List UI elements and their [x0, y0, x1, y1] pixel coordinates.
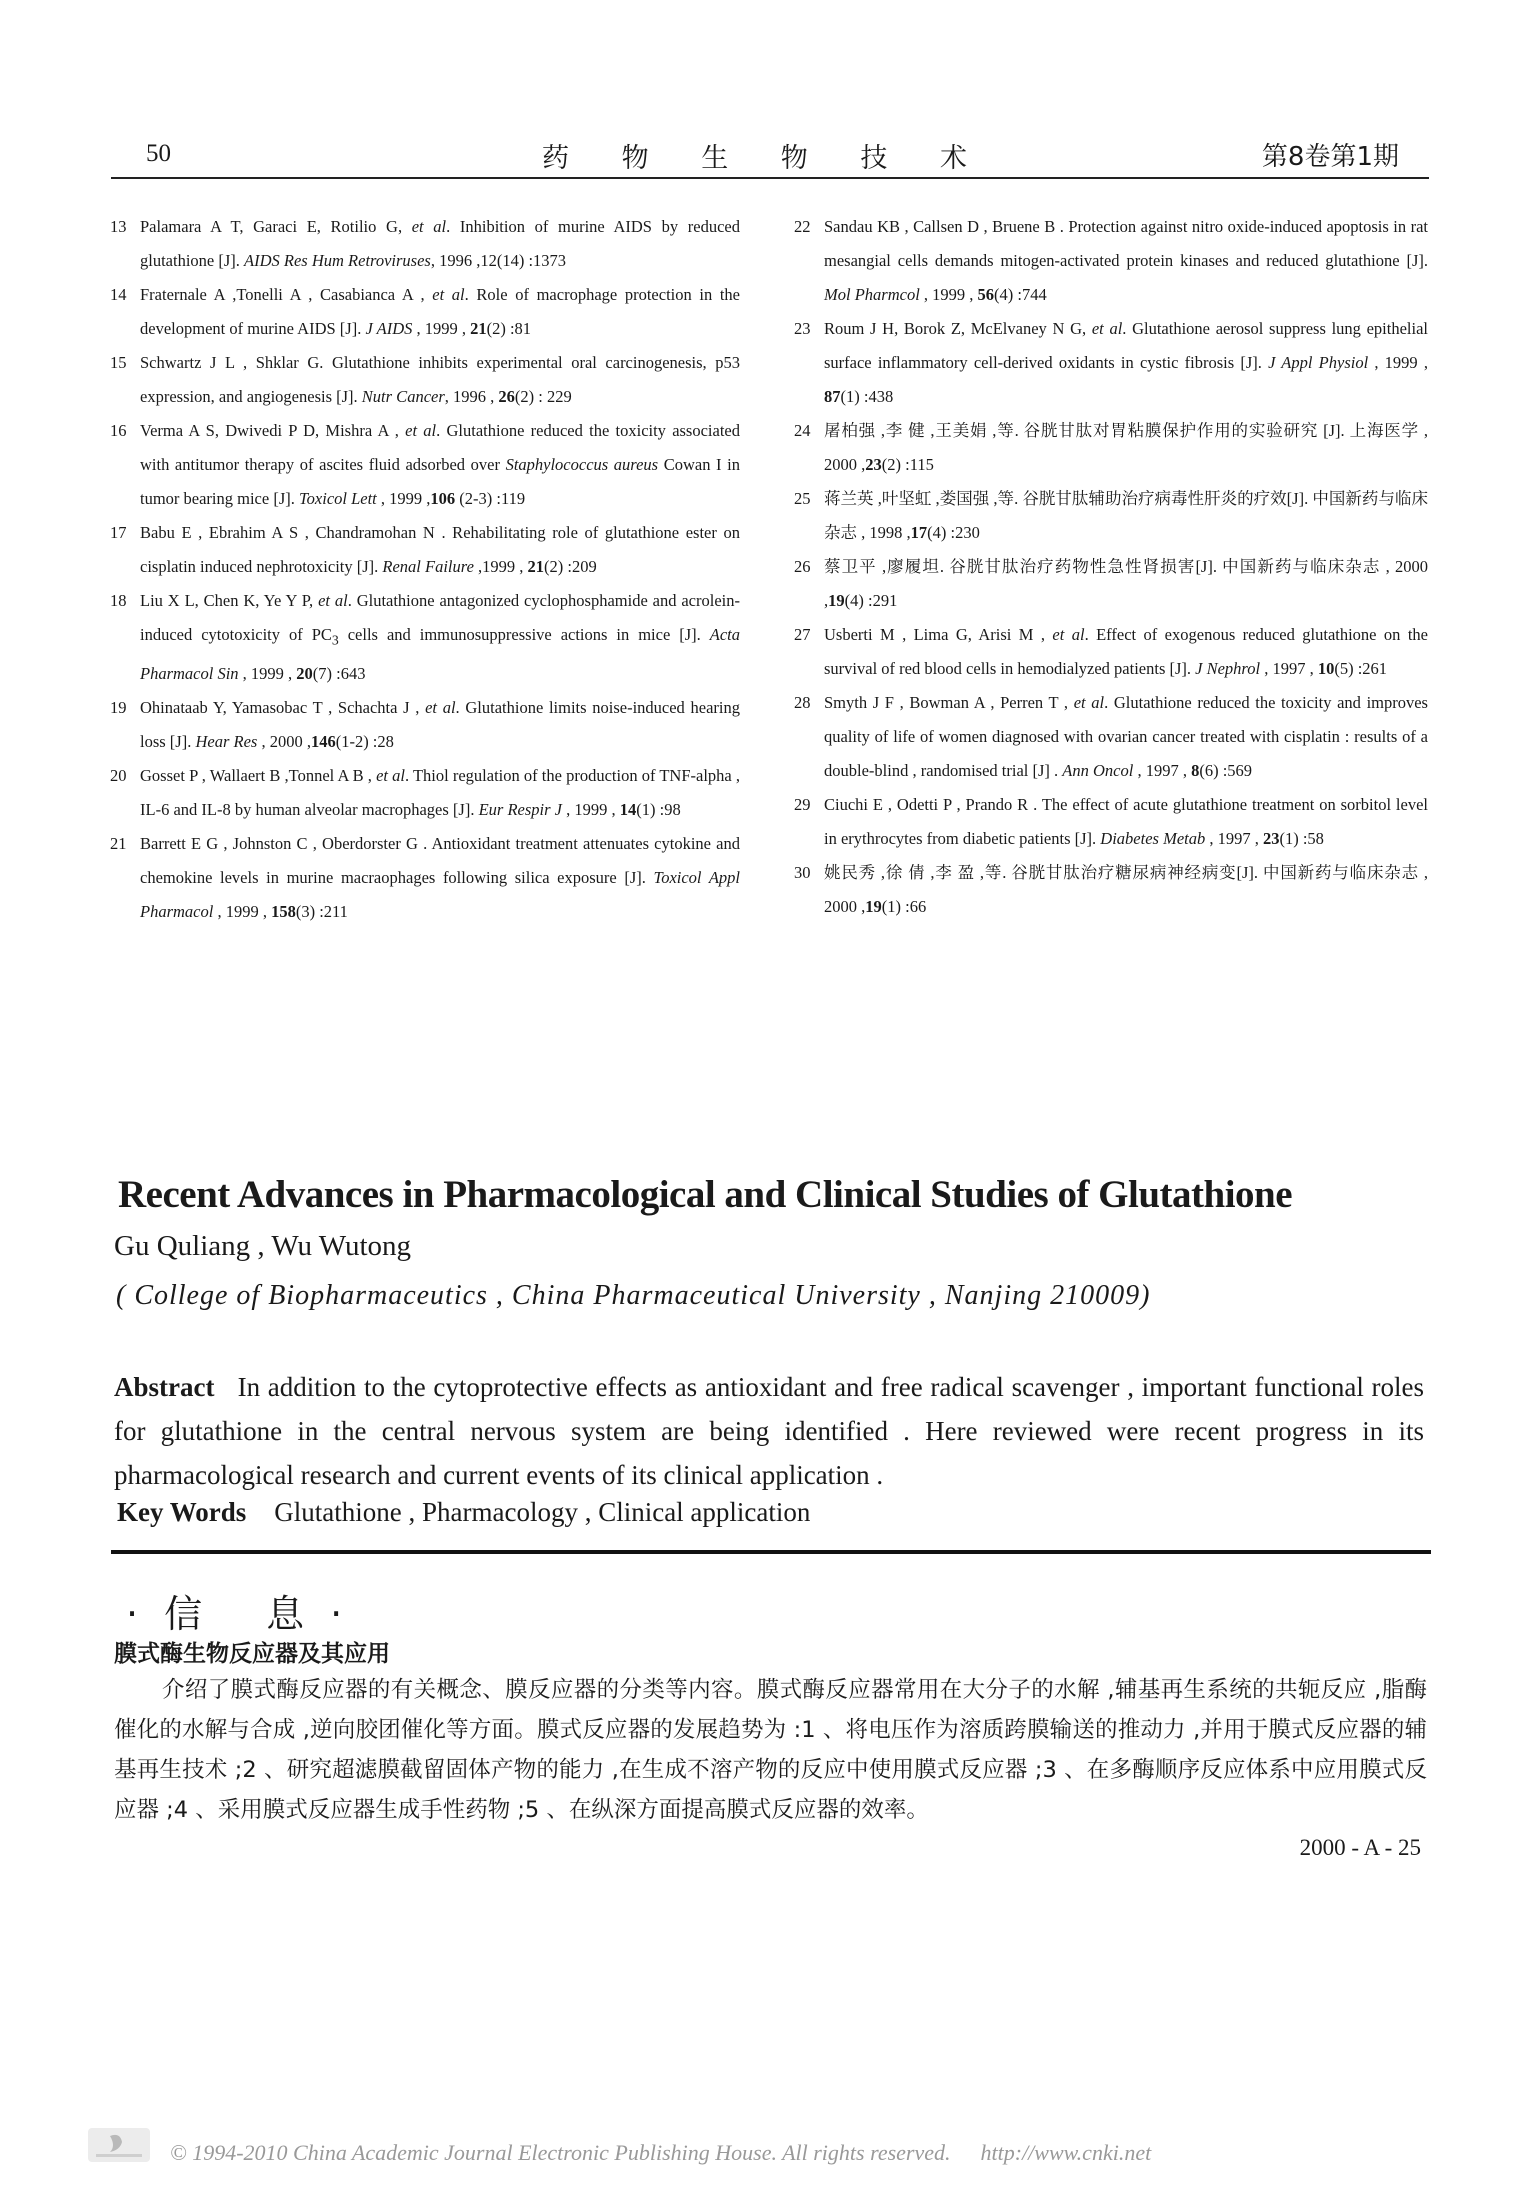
- reference-number: 13: [110, 217, 127, 236]
- reference-item: [794, 312, 1428, 414]
- reference-item: [110, 414, 740, 516]
- reference-item: [794, 686, 1428, 788]
- reference-item: [110, 759, 740, 827]
- reference-item: [110, 691, 740, 759]
- reference-item: [794, 210, 1428, 312]
- abstract-paragraph: [114, 1365, 1424, 1497]
- section-rule: [111, 1550, 1431, 1554]
- reference-text: Roum J H, Borok Z, McElvaney N G, et al. Glutathione aerosol suppress lung epithelial surface inflammatory cell-derived oxidants in cystic fibrosis [J]. J Appl Physiol , 1999 , 87(1) :438: [824, 319, 1428, 406]
- reference-number: 29: [794, 795, 811, 814]
- reference-number: 19: [110, 698, 127, 718]
- reference-number: 30: [794, 863, 811, 882]
- english-title: Recent Advances in Pharmacological and Clinical Studies of Glutathione: [118, 1173, 1293, 1216]
- reference-number: 15: [110, 353, 127, 372]
- reference-item: [794, 550, 1428, 618]
- reference-text: Fraternale A ,Tonelli A , Casabianca A , et al. Role of macrophage protection in the development of murine AIDS [J]. J AIDS , 1999 , 21(2) :81: [140, 285, 741, 338]
- cnki-url-link[interactable]: http://www.cnki.net: [980, 2140, 1152, 2165]
- reference-text: Gosset P , Wallaert B ,Tonnel A B , et al. Thiol regulation of the production of TNF-alpha , IL-6 and IL-8 by human alveolar macrophages [J]. Eur Respir J , 1999 , 14(1) :98: [140, 766, 741, 820]
- reference-number: 28: [794, 693, 811, 712]
- reference-text: 蔡卫平 ,廖履坦. 谷胱甘肽治疗药物性急性肾损害[J]. 中国新药与临床杂志 , 2000 ,19(4) :291: [824, 557, 1428, 610]
- info-date: 2000 - A - 25: [1299, 1835, 1421, 1860]
- reference-item: [110, 210, 740, 278]
- reference-number: 27: [794, 625, 811, 644]
- info-heading: ·信 息·: [126, 1592, 369, 1636]
- reference-text: Babu E , Ebrahim A S , Chandramohan N . Rehabilitating role of glutathione ester on cisplatin induced nephrotoxicity [J]. Renal Failure ,1999 , 21(2) :209: [140, 523, 740, 576]
- keywords-text: Glutathione , Pharmacology , Clinical application: [274, 1497, 811, 1527]
- info-subtitle: 膜式酶生物反应器及其应用: [114, 1641, 390, 1667]
- page-number: 50: [146, 140, 171, 167]
- reference-text: Barrett E G , Johnston C , Oberdorster G . Antioxidant treatment attenuates cytokine and chemokine levels in murine macraophages following silica exposure [J]. Toxicol Appl Pharmacol , 1999 , 158(3) :211: [140, 834, 740, 922]
- abstract-label: Abstract: [114, 1372, 215, 1402]
- english-affiliation: ( College of Biopharmaceutics , China Pharmaceutical University , Nanjing 210009): [116, 1280, 1151, 1311]
- references-right-column: [794, 210, 1428, 924]
- issue-label: 第8卷第1期: [1261, 142, 1399, 172]
- abstract-text: In addition to the cytoprotective effects as antioxidant and free radical scavenger , important functional roles for glutathione in the central nervous system are being identified . Here reviewed were recent progress in its pharmacological research and current events of its clinical application .: [114, 1372, 1425, 1490]
- cnki-logo-icon: [88, 2128, 150, 2162]
- reference-number: 16: [110, 421, 127, 440]
- reference-text: 姚民秀 ,徐 倩 ,李 盈 ,等. 谷胱甘肽治疗糖尿病神经病变[J]. 中国新药与临床杂志 , 2000 ,19(1) :66: [824, 863, 1428, 916]
- reference-number: 20: [110, 766, 127, 786]
- reference-number: 18: [110, 591, 127, 610]
- reference-item: [110, 516, 740, 584]
- reference-text: Usberti M , Lima G, Arisi M , et al. Effect of exogenous reduced glutathione on the survival of red blood cells in hemodialyzed patients [J]. J Nephrol , 1997 , 10(5) :261: [824, 625, 1428, 678]
- reference-text: Ciuchi E , Odetti P , Prando R . The effect of acute glutathione treatment on sorbitol level in erythrocytes from diabetic patients [J]. Diabetes Metab , 1997 , 23(1) :58: [824, 795, 1428, 848]
- reference-text: Smyth J F , Bowman A , Perren T , et al. Glutathione reduced the toxicity and improves quality of life of women diagnosed with ovarian cancer treated with cisplatin : results of a double-blind , randomised trial [J] . Ann Oncol , 1997 , 8(6) :569: [824, 693, 1428, 780]
- reference-text: Palamara A T, Garaci E, Rotilio G, et al. Inhibition of murine AIDS by reduced glutathione [J]. AIDS Res Hum Retroviruses, 1996 ,12(14) :1373: [140, 217, 740, 270]
- reference-number: 17: [110, 523, 127, 542]
- header-rule: [111, 177, 1429, 179]
- reference-text: Liu X L, Chen K, Ye Y P, et al. Glutathione antagonized cyclophosphamide and acrolein-induced cytotoxicity of $PC_3$ cells and immunosuppressive actions in mice [J]. Acta Pharmacol Sin , 1999 , 20(7) :643: [140, 591, 740, 684]
- keywords-line: [117, 1497, 810, 1528]
- reference-text: Verma A S, Dwivedi P D, Mishra A , et al. Glutathione reduced the toxicity associated with antitumor therapy of ascites fluid adsorbed over Staphylococcus aureus Cowan I in tumor bearing mice [J]. Toxicol Lett , 1999 ,106 (2-3) :119: [140, 421, 740, 508]
- reference-text: 蒋兰英 ,叶坚虹 ,娄国强 ,等. 谷胱甘肽辅助治疗病毒性肝炎的疗效[J]. 中国新药与临床杂志 , 1998 ,17(4) :230: [824, 489, 1428, 542]
- reference-number: 25: [794, 489, 811, 508]
- reference-item: [794, 482, 1428, 550]
- info-body: 介绍了膜式酶反应器的有关概念、膜反应器的分类等内容。膜式酶反应器常用在大分子的水解 ,辅基再生系统的共轭反应 ,脂酶催化的水解与合成 ,逆向胶团催化等方面。膜式反应器的发展趋势为 :1 、将电压作为溶质跨膜输送的推动力 ,并用于膜式反应器的辅基再生技术 ;2 、研究超滤膜截留固体产物的能力 ,在生成不溶产物的反应中使用膜式反应器 ;3 、在多酶顺序反应体系中应用膜式反应器 ;4 、采用膜式反应器生成手性药物 ;5 、在纵深方面提高膜式反应器的效率。: [114, 1677, 1427, 1823]
- reference-item: [110, 346, 740, 414]
- reference-number: 23: [794, 319, 811, 338]
- reference-text: 屠柏强 ,李 健 ,王美娟 ,等. 谷胱甘肽对胃粘膜保护作用的实验研究 [J]. 上海医学 , 2000 ,23(2) :115: [824, 421, 1428, 474]
- reference-item: [110, 584, 740, 691]
- reference-text: Schwartz J L , Shklar G. Glutathione inhibits experimental oral carcinogenesis, p53 expression, and angiogenesis [J]. Nutr Cancer, 1996 , 26(2) : 229: [140, 353, 740, 406]
- footer-line: [170, 2140, 1151, 2166]
- reference-text: Ohinataab Y, Yamasobac T , Schachta J , et al. Glutathione limits noise-induced hearing loss [J]. Hear Res , 2000 ,146(1-2) :28: [140, 698, 740, 752]
- reference-item: [110, 827, 740, 929]
- reference-number: 22: [794, 217, 811, 236]
- english-authors: Gu Quliang , Wu Wutong: [114, 1230, 412, 1262]
- reference-number: 26: [794, 557, 811, 576]
- reference-number: 14: [110, 285, 127, 304]
- reference-item: [110, 278, 740, 346]
- references-left-column: [110, 210, 740, 929]
- reference-item: [794, 414, 1428, 482]
- keywords-label: Key Words: [117, 1497, 247, 1527]
- reference-number: 21: [110, 834, 127, 854]
- journal-title: 药 物 生 物 技 术: [542, 143, 989, 174]
- reference-text: Sandau KB , Callsen D , Bruene B . Protection against nitro oxide-induced apoptosis in rat mesangial cells demands mitogen-activated protein kinases and reduced glutathione [J]. Mol Pharmcol , 1999 , 56(4) :744: [824, 217, 1428, 304]
- copyright-text: © 1994-2010 China Academic Journal Electronic Publishing House. All rights reserved.: [170, 2140, 951, 2165]
- reference-item: [794, 856, 1428, 924]
- reference-number: 24: [794, 421, 811, 440]
- reference-item: [794, 788, 1428, 856]
- reference-item: [794, 618, 1428, 686]
